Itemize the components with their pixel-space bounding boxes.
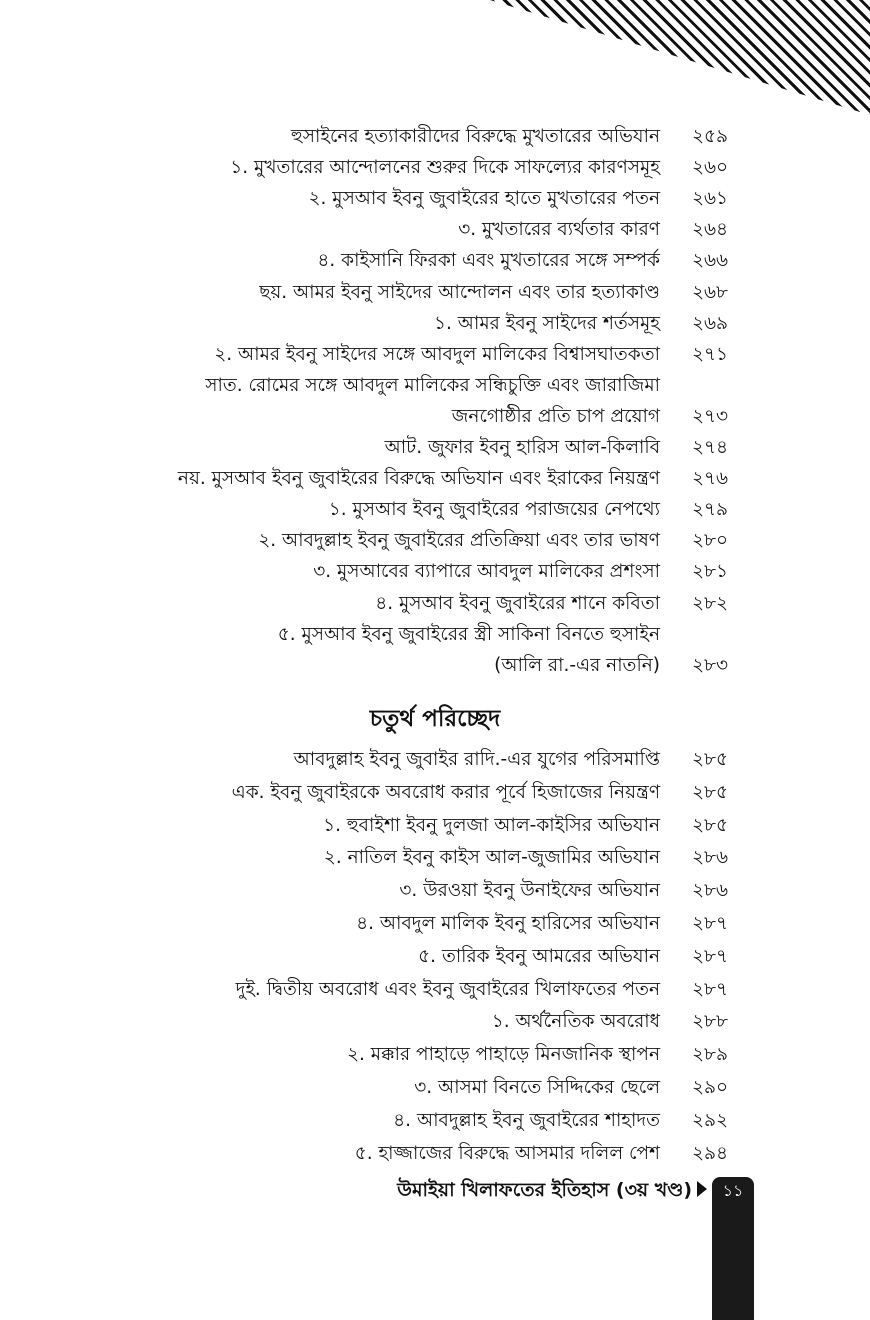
toc-entry-page: ২৮৭ [692,945,729,967]
toc-entry-title: ৪. কাইসানি ফিরকা এবং মুখতারের সঙ্গে সম্পর্ক [317,250,660,272]
toc-entry-title: ২. মুসআব ইবনু জুবাইরের হাতে মুখতারের পতন [308,188,660,210]
toc-entry-title: ৪. মুসআব ইবনু জুবাইরের শানে কবিতা [375,592,660,614]
toc-entry-page: ২৮৬ [692,880,729,902]
toc-entry-title: ১. অর্থনৈতিক অবরোধ [491,1011,660,1033]
toc-entry-page: ২৮০ [692,530,729,552]
toc-entry-page: ২৮৯ [692,1044,729,1066]
toc-entry-page: ২৮৭ [692,978,729,1000]
toc-entry-page: ২৭৯ [692,499,729,521]
toc-entry-title: ৫. তারিক ইবনু আমরের অভিযান [418,945,660,967]
toc-entry-page: ২৭৩ [692,405,729,427]
toc-entry-title: ৪. আবদুল মালিক ইবনু হারিসের অভিযান [356,913,660,934]
toc-entry-title: দুই. দ্বিতীয় অবরোধ এবং ইবনু জুবাইরের খিলাফতের পতন [235,978,660,1000]
toc-entry-title: ৩. মুসআবের ব্যাপারে আবদুল মালিকের প্রশংসা [313,561,660,583]
toc-entry-title: নয়. মুসআব ইবনু জুবাইরের বিরুদ্ধে অভিযান এবং ইরাকের নিয়ন্ত্রণ [177,468,660,490]
toc-entry-title: ১. আমর ইবনু সাইদের শর্তসমূহ [434,312,660,334]
toc-entry-page: ২৬৬ [692,250,729,272]
toc-entry-title: ৩. উরওয়া ইবনু উনাইফের অভিযান [399,880,660,902]
chapter-heading: চতুর্থ পরিচ্ছেদ [369,706,501,732]
toc-entry-page: ২৯৪ [692,1142,729,1164]
toc-entry-page: ২৮১ [692,561,729,583]
toc-entry-page: ২৮৫ [692,781,729,803]
toc-entry-title: সাত. রোমের সঙ্গে আবদুল মালিকের সন্ধিচুক্তি এবং জারাজিমা [205,374,660,396]
toc-entry-page: ২৯২ [692,1109,729,1131]
toc-entry-title: আবদুল্লাহ ইবনু জুবাইর রাদি.-এর যুগের পরিসমাপ্তি [293,749,660,770]
toc-entry-page: ২৮৫ [692,749,729,770]
toc-entry-title: ১. মুখতারের আন্দোলনের শুরুর দিকে সাফল্যের কারণসমূহ [230,157,660,179]
toc-entry-page: ২৬৯ [692,312,729,334]
corner-stripe-decoration [490,0,870,115]
toc-entry-title: ১. হুবাইশা ইবনু দুলজা আল-কাইসির অভিযান [323,814,660,836]
toc-entry-page: ২৭৬ [692,468,729,490]
toc-entry-title: ৪. আবদুল্লাহ ইবনু জুবাইরের শাহাদত [393,1109,660,1131]
toc-entry-title: ৩. মুখতারের ব্যর্থতার কারণ [458,219,660,241]
toc-entry-page: ২৬৪ [692,219,729,241]
toc-entry-title: ছয়. আমর ইবনু সাইদের আন্দোলন এবং তার হত্যাকাণ্ড [259,281,660,303]
toc-entry-title: ৩. আসমা বিনতে সিদ্দিকের ছেলে [414,1077,660,1098]
toc-entry-title: (আলি রা.-এর নাতনি) [494,654,660,676]
toc-entry-page: ২৬০ [692,157,729,179]
toc-entry-page: ২৮৬ [692,847,729,869]
toc-entry-title: আট. জুফার ইবনু হারিস আল-কিলাবি [384,437,660,458]
toc-entry-page: ২৮৩ [692,654,729,676]
toc-entry-page: ২৮৭ [692,913,729,934]
page-tab [712,1177,754,1320]
toc-entry-title: ২. মক্কার পাহাড়ে পাহাড়ে মিনজানিক স্থাপন [346,1044,660,1066]
toc-entry-page: ২৮৫ [692,814,729,836]
toc-entry-title: হুসাইনের হত্যাকারীদের বিরুদ্ধে মুখতারের অভিযান [290,126,660,147]
toc-entry-title: ৫. হাজ্জাজের বিরুদ্ধে আসমার দলিল পেশ [354,1142,660,1164]
toc-entry-page: ২৫৯ [692,126,729,147]
toc-entry-title: ২. আবদুল্লাহ ইবনু জুবাইরের প্রতিক্রিয়া এবং তার ভাষণ [258,530,660,552]
footer-book-title: উমাইয়া খিলাফতের ইতিহাস (৩য় খণ্ড) [397,1179,692,1201]
toc-entry-title: এক. ইবনু জুবাইরকে অবরোধ করার পূর্বে হিজাজের নিয়ন্ত্রণ [231,781,660,803]
page-number: ১১ [722,1181,744,1200]
toc-entry-title: ২. নাতিল ইবনু কাইস আল-জুজামির অভিযান [323,847,660,869]
toc-entry-page: ২৭৪ [692,437,729,458]
toc-entry-page: ২৭১ [692,343,729,365]
toc-entry-page: ২৬৮ [692,281,729,303]
triangle-arrow-icon [697,1181,707,1197]
toc-entry-title: ২. আমর ইবনু সাইদের সঙ্গে আবদুল মালিকের বিশ্বাসঘাতকতা [214,343,660,365]
toc-entry-page: ২৯০ [692,1077,729,1098]
toc-entry-title: ৫. মুসআব ইবনু জুবাইরের স্ত্রী সাকিনা বিনতে হুসাইন [277,623,660,645]
toc-entry-page: ২৮২ [692,592,729,614]
toc-entry-title: জনগোষ্ঠীর প্রতি চাপ প্রয়োগ [451,405,660,427]
toc-entry-page: ২৬১ [692,188,729,210]
toc-entry-title: ১. মুসআব ইবনু জুবাইরের পরাজয়ের নেপথ্যে [328,499,660,521]
toc-entry-page: ২৮৮ [692,1011,729,1033]
